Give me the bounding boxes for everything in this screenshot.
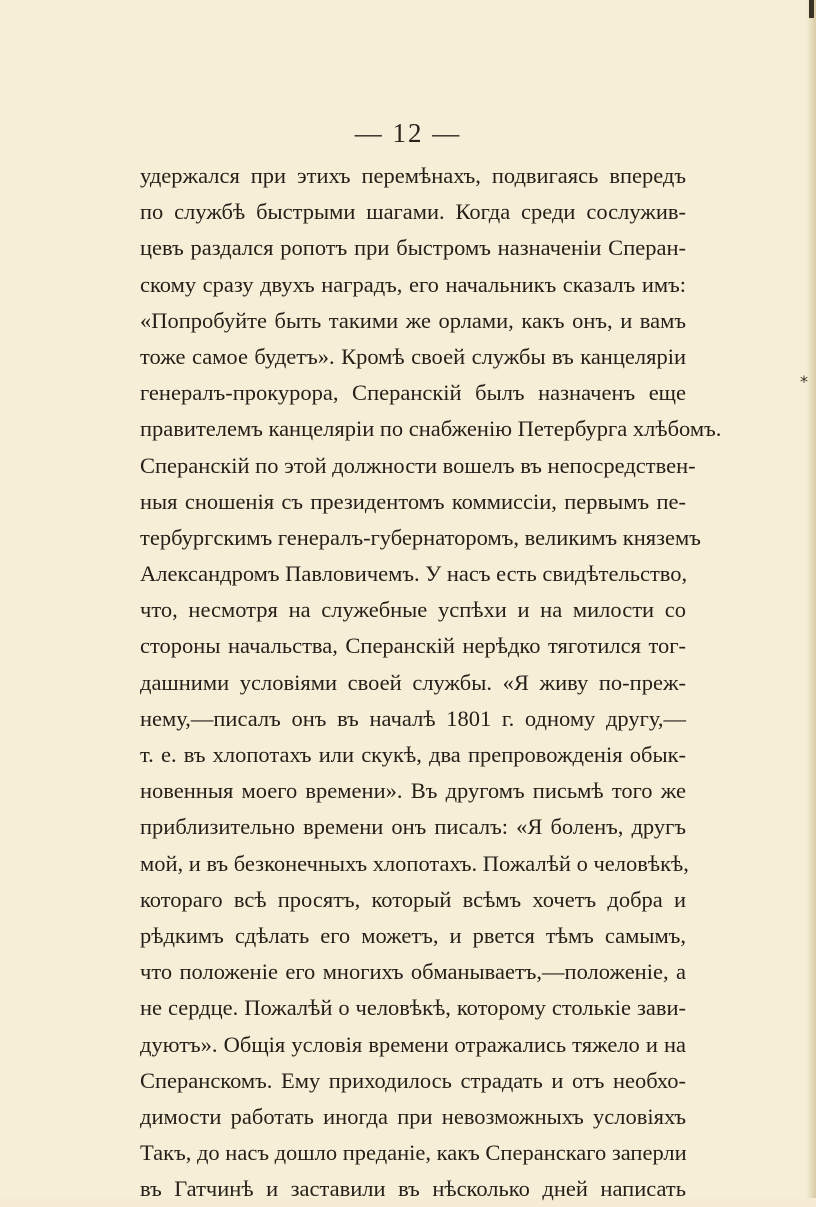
text-line: правителемъ канцелярiи по снабженiю Петербурга хлѣбомъ. [140, 416, 722, 442]
text-line: Сперанскiй по этой должности вошелъ въ непосредствен- [140, 452, 696, 478]
text-line: рѣдкимъ сдѣлать его можетъ, и рвется тѣмъ самымъ, [140, 922, 686, 948]
text-line: тербургскимъ генералъ-губернаторомъ, великимъ княземъ [140, 524, 701, 550]
text-line: тоже самое будетъ». Кромѣ своей службы въ канцелярiи [140, 343, 686, 369]
page-edge-mark [809, 0, 814, 18]
page-edge-shadow [806, 0, 816, 1198]
text-line: что, несмотря на служебные успѣхи и на милости со [140, 597, 686, 623]
text-line: т. е. въ хлопотахъ или скукѣ, два препровожденiя обык- [140, 742, 686, 767]
text-line: дуютъ». Общiя условiя времени отражались тяжело и на [140, 1031, 686, 1057]
text-line: въ Гатчинѣ и заставили въ нѣсколько дней написать [140, 1176, 686, 1202]
page-number: — 12 — [354, 118, 462, 148]
text-line: стороны начальства, Сперанскiй нерѣдко тяготился тог- [140, 633, 686, 659]
text-line: Александромъ Павловичемъ. У насъ есть свидѣтельство, [140, 561, 688, 587]
text-line: Такъ, до насъ дошло преданiе, какъ Сперанскаго заперли [140, 1140, 687, 1166]
text-line: удержался при этихъ перемѣнахъ, подвигаясь впередъ [140, 163, 686, 188]
text-line: по службѣ быстрыми шагами. Когда среди сослужив- [140, 199, 686, 225]
text-line: мой, и въ безконечныхъ хлопотахъ. Пожалѣй о человѣкѣ, [140, 850, 689, 876]
text-line: дашними условiями своей службы. «Я живу по-преж- [140, 669, 686, 695]
text-line: цевъ раздался ропотъ при быстромъ назначенiи Сперан- [140, 235, 686, 261]
text-line: не сердце. Пожалѣй о человѣкѣ, которому столькiе зави- [140, 995, 686, 1021]
text-line: Сперанскомъ. Ему приходилось страдать и отъ необхо- [140, 1067, 686, 1093]
text-line: новенныя моего времени». Въ другомъ письмѣ того же [140, 778, 686, 804]
text-line: «Попробуйте быть такими же орлами, какъ онъ, и вамъ [140, 307, 686, 333]
text-line: скому сразу двухъ наградъ, его начальникъ сказалъ имъ: [140, 271, 686, 297]
text-line: приблизительно времени онъ писалъ: «Я боленъ, другъ [140, 814, 686, 840]
text-line: ныя сношенiя съ президентомъ коммиссiи, первымъ пе- [140, 488, 686, 514]
text-line: нему,—писалъ онъ въ началѣ 1801 г. одному другу,— [140, 705, 686, 731]
body-text [140, 158, 722, 1207]
text-line: генералъ-прокурора, Сперанскiй былъ назначенъ еще [140, 380, 686, 406]
text-line: что положенiе его многихъ обманываетъ,—положенiе, а [140, 959, 686, 985]
text-line: димости работать иногда при невозможныхъ условiяхъ [140, 1103, 686, 1129]
margin-mark: * [800, 372, 808, 391]
text-line: котораго всѣ просятъ, который всѣмъ хочетъ добра и [140, 886, 686, 912]
